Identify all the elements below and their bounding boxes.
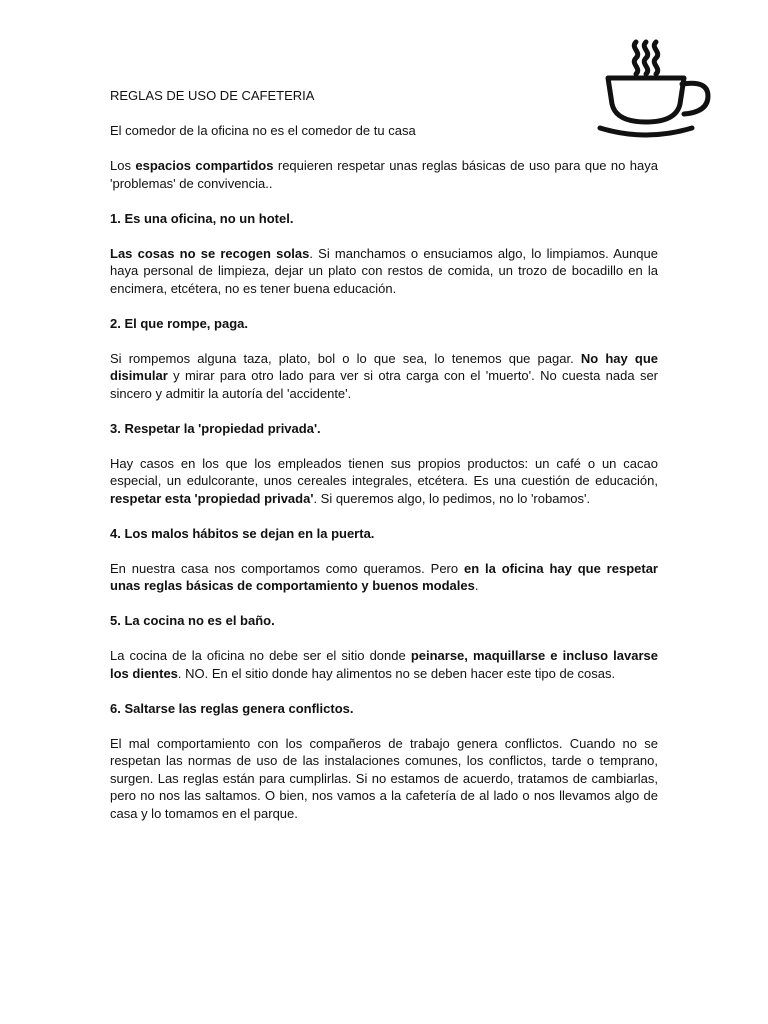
rule-1-heading: 1. Es una oficina, no un hotel.	[110, 210, 294, 226]
document-title: REGLAS DE USO DE CAFETERIA	[110, 88, 315, 103]
rule-6-heading: 6. Saltarse las reglas genera conflictos.	[110, 700, 354, 716]
rule-5-text-1: La cocina de la oficina no debe ser el sitio donde	[110, 648, 411, 663]
document-body	[110, 87, 658, 840]
document-subtitle: El comedor de la oficina no es el comedor de tu casa	[110, 123, 416, 138]
rule-2-heading: 2. El que rompe, paga.	[110, 315, 248, 331]
rule-5-text-2: . NO. En el sitio donde hay alimentos no se deben hacer este tipo de cosas.	[177, 665, 616, 681]
rule-3-text-1: Hay casos en los que los empleados tienen sus propios productos: un café o un cacao especial, un edulcorante, unos cereales integrales, etcétera. Es una cuestión de educación,	[110, 455, 658, 488]
rule-4-bold: en la oficina hay que respetar unas reglas básicas de comportamiento y buenos modales	[110, 560, 658, 593]
rule-3-text-2: . Si queremos algo, lo pedimos, no lo 'robamos'.	[313, 490, 591, 506]
rule-3-paragraph	[110, 455, 658, 508]
rule-3-heading: 3. Respetar la 'propiedad privada'.	[110, 420, 321, 436]
rule-6-paragraph: El mal comportamiento con los compañeros de trabajo genera conflictos. Cuando no se respetan las normas de uso de las instalaciones comunes, los conflictos, tarde o temprano, surgen. Las reglas están para cumplirlas. Si no estamos de acuerdo, tratamos de cambiarlas, pero no nos las saltamos. O bien, nos vamos a la cafetería de al lado o nos llevamos algo de casa y lo tomamos en el parque.	[110, 735, 658, 821]
rule-2-bold: No hay que disimular	[110, 350, 658, 383]
rule-2-text-2: y mirar para otro lado para ver si otra carga con el 'muerto'. No cuesta nada ser sincero y admitir la autoría del 'accidente'.	[110, 368, 658, 401]
intro-text-post: requieren respetar unas reglas básicas de uso para que no haya 'problemas' de convivencia..	[110, 158, 658, 191]
rule-1-text: . Si manchamos o ensuciamos algo, lo limpiamos. Aunque haya personal de limpieza, dejar un plato con restos de comida, un trozo de bocadillo en la encimera, etcétera, no es tener buena educación.	[110, 245, 658, 296]
rule-5-paragraph	[110, 647, 658, 682]
rule-5-heading: 5. La cocina no es el baño.	[110, 613, 275, 628]
intro-bold: espacios compartidos	[135, 158, 274, 173]
rule-2-text-1: Si rompemos alguna taza, plato, bol o lo que sea, lo tenemos que pagar.	[110, 350, 581, 366]
rule-3-bold: respetar esta 'propiedad privada'	[110, 490, 314, 506]
rule-4-text-1: En nuestra casa nos comportamos como queramos. Pero	[110, 560, 464, 576]
rule-4-paragraph	[110, 560, 658, 595]
rule-4-heading: 4. Los malos hábitos se dejan en la puerta.	[110, 525, 375, 541]
intro-paragraph	[110, 157, 658, 192]
rule-4-text-2: .	[474, 578, 479, 593]
rule-2-paragraph	[110, 350, 658, 403]
intro-text-pre: Los	[110, 158, 136, 173]
rule-5-bold: peinarse, maquillarse e incluso lavarse los dientes	[110, 648, 658, 681]
rule-1-paragraph	[110, 245, 658, 298]
rule-1-bold: Las cosas no se recogen solas	[110, 245, 310, 261]
